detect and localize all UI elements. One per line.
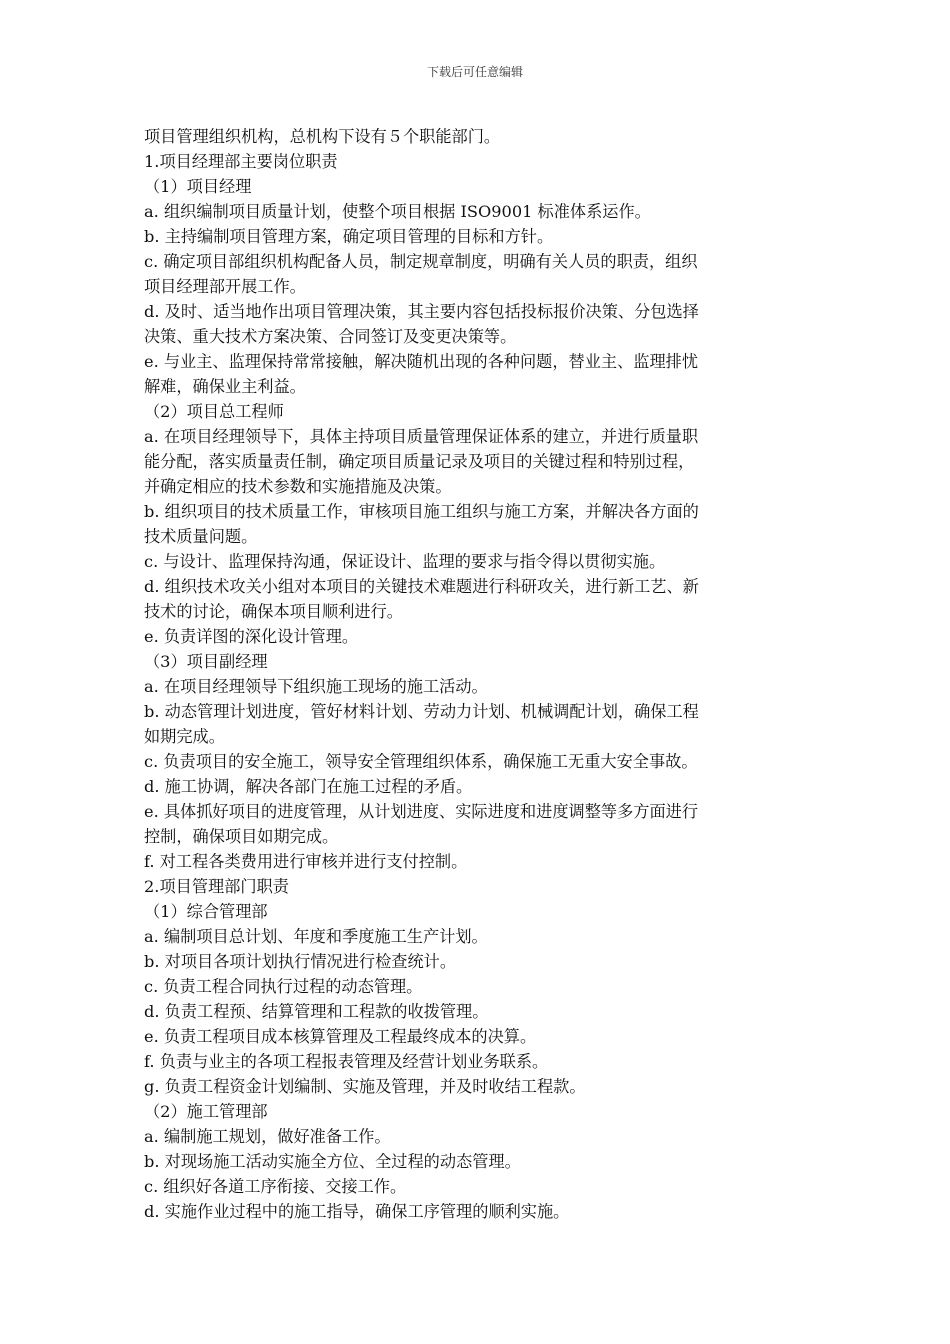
text-line: 项目经理部开展工作。 bbox=[144, 277, 306, 296]
text-line: 控制，确保项目如期完成。 bbox=[144, 827, 339, 846]
subsection-heading: （1）综合管理部 bbox=[144, 902, 268, 921]
text-line: a. 在项目经理领导下组织施工现场的施工活动。 bbox=[144, 677, 488, 696]
text-line: d. 及时、适当地作出项目管理决策，其主要内容包括投标报价决策、分包选择 bbox=[144, 302, 699, 321]
text-line: e. 具体抓好项目的进度管理，从计划进度、实际进度和进度调整等多方面进行 bbox=[144, 802, 699, 821]
text-line: c. 确定项目部组织机构配备人员，制定规章制度，明确有关人员的职责，组织 bbox=[144, 252, 698, 271]
text-line: 并确定相应的技术参数和实施措施及决策。 bbox=[144, 477, 452, 496]
text-line: 决策、重大技术方案决策、合同签订及变更决策等。 bbox=[144, 327, 517, 346]
subsection-heading: （3）项目副经理 bbox=[144, 652, 268, 671]
text-line: e. 负责工程项目成本核算管理及工程最终成本的决算。 bbox=[144, 1027, 537, 1046]
page-header: 下载后可任意编辑 bbox=[426, 65, 523, 79]
text-line: 能分配，落实质量责任制，确定项目质量记录及项目的关键过程和特别过程， bbox=[144, 452, 695, 471]
text-line: d. 施工协调，解决各部门在施工过程的矛盾。 bbox=[144, 777, 473, 796]
text-line: 如期完成。 bbox=[144, 727, 225, 746]
text-line: f. 负责与业主的各项工程报表管理及经营计划业务联系。 bbox=[144, 1052, 549, 1071]
text-line: c. 组织好各道工序衔接、交接工作。 bbox=[144, 1177, 407, 1196]
text-line: 技术质量问题。 bbox=[144, 527, 258, 546]
text-line: b. 主持编制项目管理方案，确定项目管理的目标和方针。 bbox=[144, 227, 554, 246]
text-line: b. 对现场施工活动实施全方位、全过程的动态管理。 bbox=[144, 1152, 521, 1171]
subsection-heading: （1）项目经理 bbox=[144, 177, 252, 196]
text-line: b. 动态管理计划进度，管好材料计划、劳动力计划、机械调配计划，确保工程 bbox=[144, 702, 699, 721]
text-line: c. 负责工程合同执行过程的动态管理。 bbox=[144, 977, 423, 996]
text-line: a. 组织编制项目质量计划，使整个项目根据 ISO9001 标准体系运作。 bbox=[144, 202, 651, 221]
text-line: b. 对项目各项计划执行情况进行检查统计。 bbox=[144, 952, 457, 971]
text-line: a. 编制项目总计划、年度和季度施工生产计划。 bbox=[144, 927, 488, 946]
subsection-heading: （2）施工管理部 bbox=[144, 1102, 268, 1121]
text-line: c. 与设计、监理保持沟通，保证设计、监理的要求与指令得以贯彻实施。 bbox=[144, 552, 666, 571]
text-line: 技术的讨论，确保本项目顺利进行。 bbox=[144, 602, 403, 621]
text-line: 解难，确保业主利益。 bbox=[144, 377, 306, 396]
text-line: a. 在项目经理领导下，具体主持项目质量管理保证体系的建立，并进行质量职 bbox=[144, 427, 699, 446]
text-line: b. 组织项目的技术质量工作，审核项目施工组织与施工方案，并解决各方面的 bbox=[144, 502, 699, 521]
text-line: e. 负责详图的深化设计管理。 bbox=[144, 627, 359, 646]
subsection-heading: （2）项目总工程师 bbox=[144, 402, 284, 421]
text-line: c. 负责项目的安全施工，领导安全管理组织体系，确保施工无重大安全事故。 bbox=[144, 752, 698, 771]
text-line: 项目管理组织机构，总机构下设有５个职能部门。 bbox=[144, 127, 501, 146]
document-body bbox=[144, 124, 812, 1224]
text-line: e. 与业主、监理保持常常接触，解决随机出现的各种问题，替业主、监理排忧 bbox=[144, 352, 699, 371]
section-heading: 1.项目经理部主要岗位职责 bbox=[144, 152, 338, 171]
text-line: a. 编制施工规划，做好准备工作。 bbox=[144, 1127, 391, 1146]
text-line: f. 对工程各类费用进行审核并进行支付控制。 bbox=[144, 852, 468, 871]
text-line: g. 负责工程资金计划编制、实施及管理，并及时收结工程款。 bbox=[144, 1077, 586, 1096]
text-line: d. 实施作业过程中的施工指导，确保工序管理的顺利实施。 bbox=[144, 1202, 570, 1221]
section-heading: 2.项目管理部门职责 bbox=[144, 877, 289, 896]
text-line: d. 组织技术攻关小组对本项目的关键技术难题进行科研攻关，进行新工艺、新 bbox=[144, 577, 699, 596]
text-line: d. 负责工程预、结算管理和工程款的收拨管理。 bbox=[144, 1002, 489, 1021]
